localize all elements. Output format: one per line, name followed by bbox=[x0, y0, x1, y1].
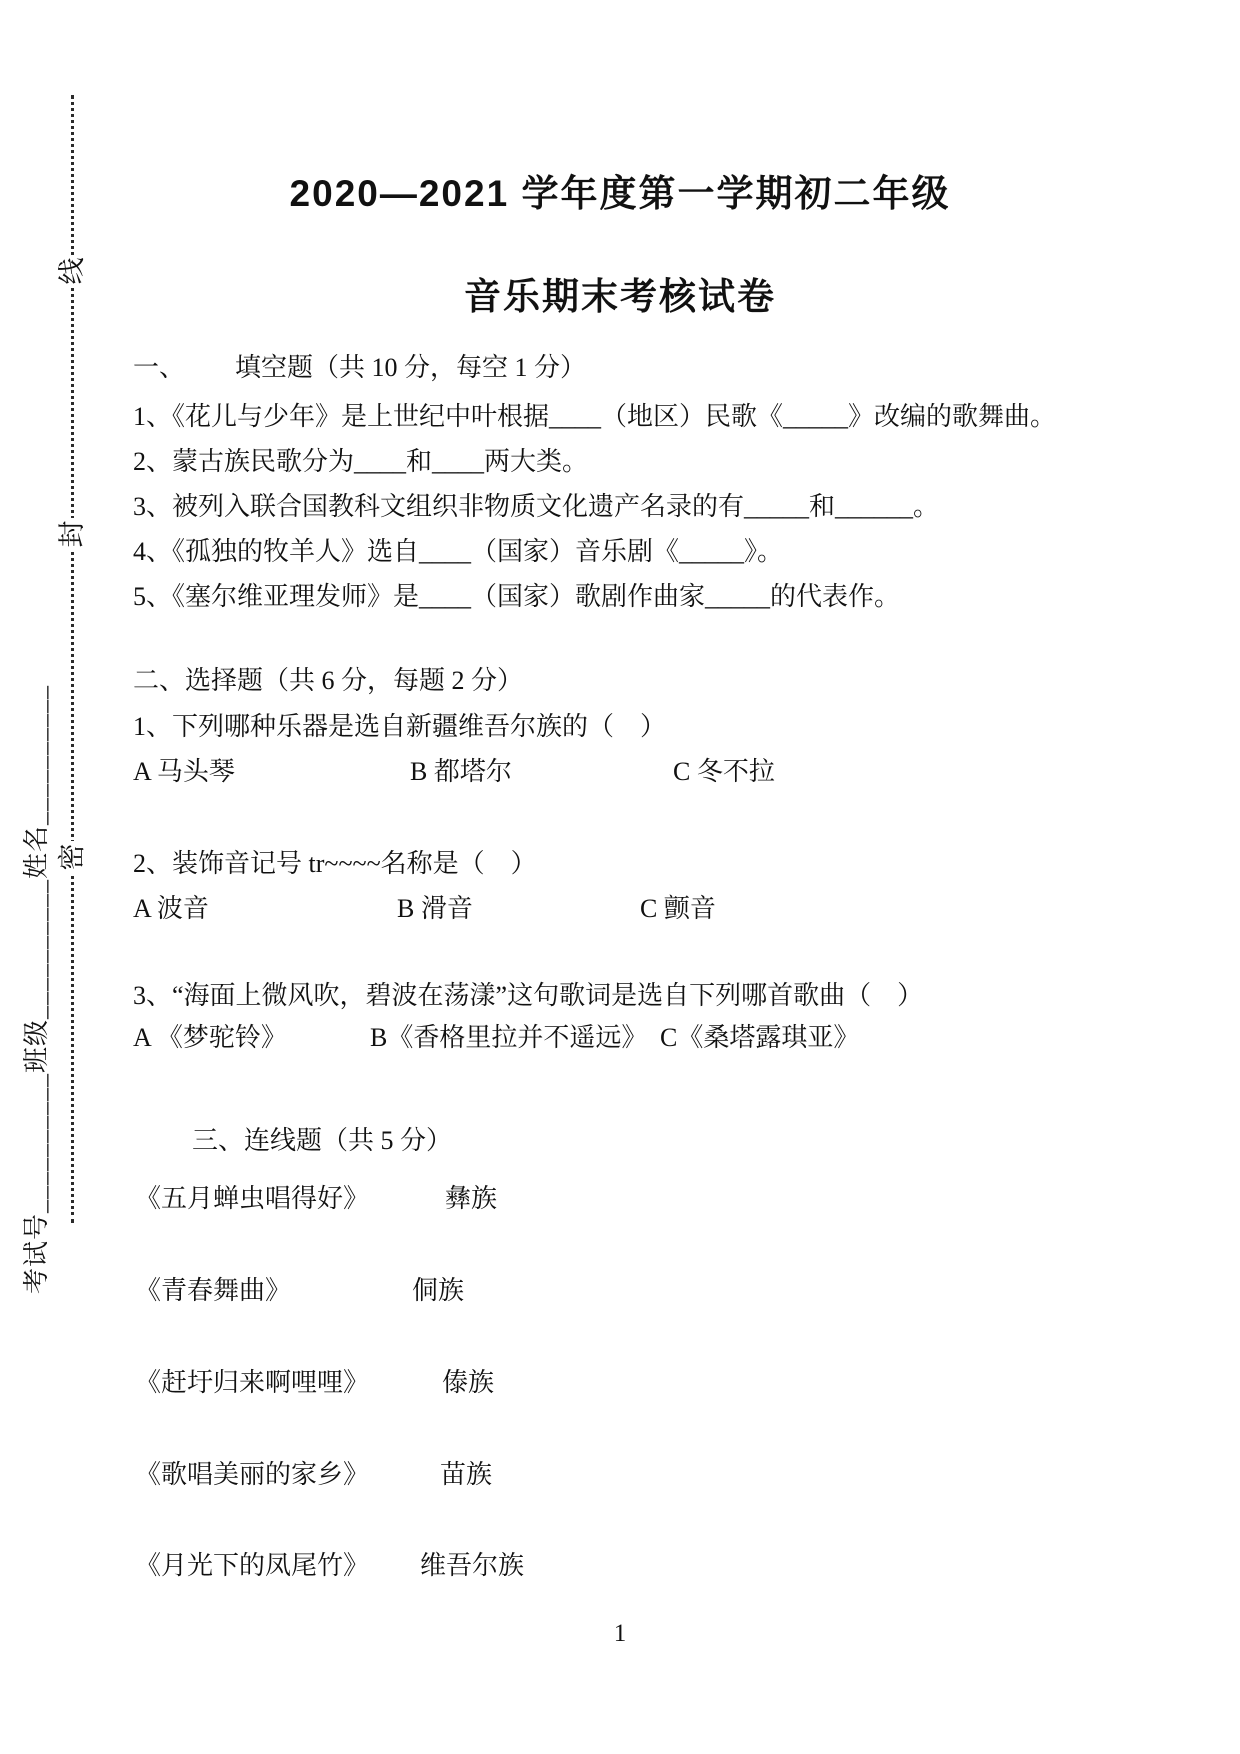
ethnic-group: 维吾尔族 bbox=[420, 1551, 525, 1580]
student-info-fields: 考试号__________班级__________姓名__________ bbox=[22, 684, 51, 1294]
song-title: 《歌唱美丽的家乡》 bbox=[135, 1460, 370, 1489]
ethnic-group: 彝族 bbox=[445, 1184, 498, 1213]
option-a: A 波音 bbox=[133, 894, 209, 923]
option-row bbox=[0, 751, 1240, 787]
matching-row bbox=[0, 1362, 1240, 1398]
option-b: B《香格里拉并不遥远》 bbox=[370, 1023, 648, 1052]
question-line bbox=[0, 441, 1240, 477]
section1-number: 一、 bbox=[133, 353, 186, 382]
ethnic-group: 傣族 bbox=[442, 1368, 495, 1397]
seal-char-xian: 线 bbox=[53, 255, 91, 287]
option-a: A 马头琴 bbox=[133, 757, 235, 786]
seal-char-mi: 密 bbox=[53, 841, 91, 873]
ethnic-group: 苗族 bbox=[440, 1460, 493, 1489]
section2-title: 二、选择题（共 6 分，每题 2 分） bbox=[133, 666, 524, 695]
question-line bbox=[0, 975, 1240, 1011]
matching-row bbox=[0, 1454, 1240, 1490]
section1-title: 填空题（共 10 分，每空 1 分） bbox=[235, 353, 587, 382]
option-c: C 冬不拉 bbox=[673, 757, 775, 786]
question-line bbox=[0, 531, 1240, 567]
option-row bbox=[0, 1017, 1240, 1053]
section3-title: 三、连线题（共 5 分） bbox=[192, 1126, 453, 1155]
question-line bbox=[0, 576, 1240, 612]
option-a: A 《梦驼铃》 bbox=[133, 1023, 287, 1052]
fill-question-5: 5、《塞尔维亚理发师》是____（国家）歌剧作曲家_____的代表作。 bbox=[133, 582, 901, 611]
question-line bbox=[0, 843, 1240, 879]
option-c: C 颤音 bbox=[640, 894, 716, 923]
choice-question-2: 2、装饰音记号 tr~~~~名称是（ ） bbox=[133, 849, 537, 878]
choice-question-1: 1、下列哪种乐器是选自新疆维吾尔族的（ ） bbox=[133, 712, 667, 741]
option-b: B 滑音 bbox=[397, 894, 473, 923]
song-title: 《月光下的凤尾竹》 bbox=[135, 1551, 370, 1580]
matching-row bbox=[0, 1545, 1240, 1581]
fill-question-3: 3、被列入联合国教科文组织非物质文化遗产名录的有_____和______。 bbox=[133, 492, 940, 521]
song-title: 《赶圩归来啊哩哩》 bbox=[135, 1368, 370, 1397]
section1-heading bbox=[0, 347, 1240, 383]
song-title: 《五月蝉虫唱得好》 bbox=[135, 1184, 370, 1213]
section2-heading bbox=[0, 660, 1240, 696]
choice-question-3: 3、“海面上微风吹，碧波在荡漾”这句歌词是选自下列哪首歌曲（ ） bbox=[133, 981, 924, 1010]
option-row bbox=[0, 888, 1240, 924]
question-line bbox=[0, 486, 1240, 522]
question-line bbox=[0, 396, 1240, 432]
fill-question-1: 1、《花儿与少年》是上世纪中叶根据____（地区）民歌《_____》改编的歌舞曲。 bbox=[133, 402, 1057, 431]
question-line bbox=[0, 706, 1240, 742]
fill-question-4: 4、《孤独的牧羊人》选自____（国家）音乐剧《_____》。 bbox=[133, 537, 784, 566]
exam-title-subject: 音乐期末考核试卷 bbox=[464, 276, 776, 317]
section3-heading bbox=[0, 1120, 1240, 1156]
option-c: C《桑塔露琪亚》 bbox=[660, 1023, 860, 1052]
page-number: 1 bbox=[613, 1620, 627, 1647]
option-b: B 都塔尔 bbox=[410, 757, 512, 786]
matching-row bbox=[0, 1270, 1240, 1306]
fill-question-2: 2、蒙古族民歌分为____和____两大类。 bbox=[133, 447, 589, 476]
ethnic-group: 侗族 bbox=[412, 1276, 465, 1305]
song-title: 《青春舞曲》 bbox=[135, 1276, 292, 1305]
matching-row bbox=[0, 1178, 1240, 1214]
seal-char-feng: 封 bbox=[53, 518, 91, 550]
exam-title-year: 2020—2021 学年度第一学期初二年级 bbox=[289, 173, 951, 214]
